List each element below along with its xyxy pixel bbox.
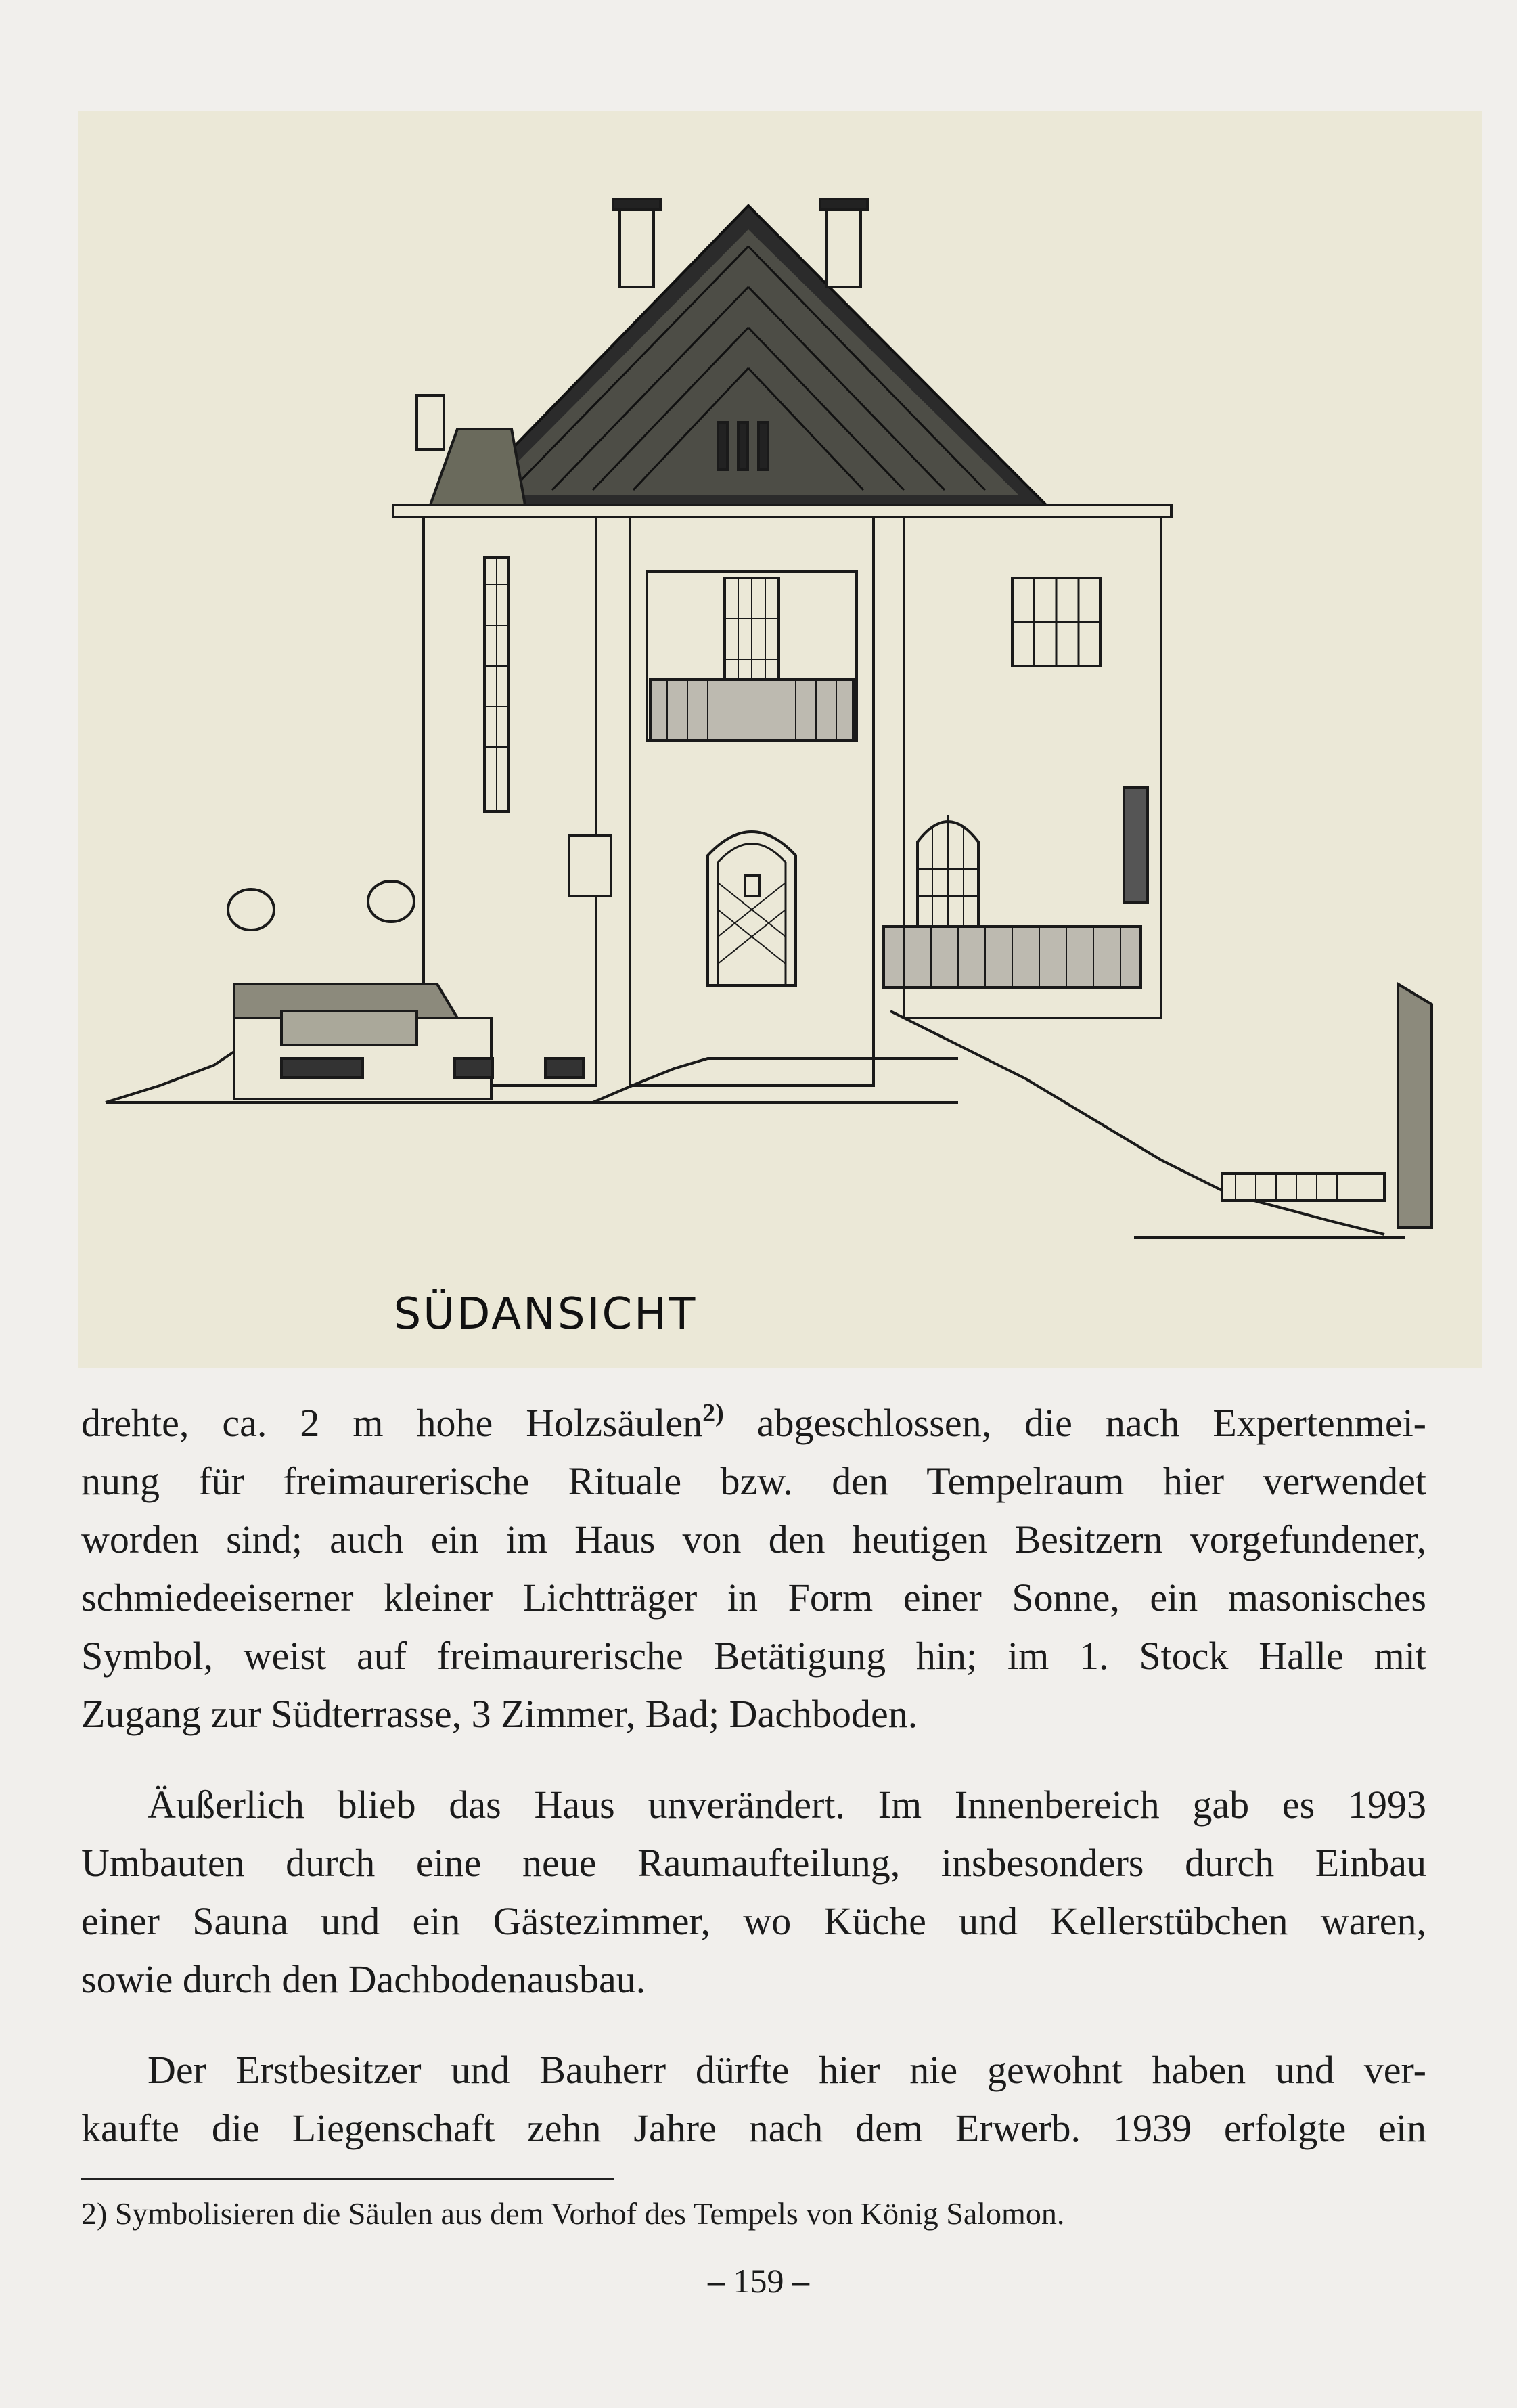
text-line: Der Erstbesitzer und Bauherr dürfte hier nie gewohnt haben und ver- [148, 2048, 1426, 2092]
footnote: 2) Symbolisieren die Säulen aus dem Vorhof des Tempels von König Salomon. [81, 2196, 1065, 2231]
house-elevation-illustration [78, 111, 1482, 1368]
text-line: einer Sauna und ein Gästezimmer, wo Küche und Kellerstübchen waren, [81, 1899, 1426, 1943]
text-line: worden sind; auch ein im Haus von den heutigen Besitzern vorgefundener, [81, 1517, 1426, 1561]
text-line: schmiedeeiserner kleiner Lichtträger in Form einer Sonne, ein masonisches [81, 1576, 1426, 1620]
body-text [81, 1394, 1426, 2158]
text-line: Äußerlich blieb das Haus unverändert. Im Innenbereich gab es 1993 [148, 1783, 1426, 1827]
page-number: – 159 – [708, 2262, 809, 2300]
figure-caption: SÜDANSICHT [393, 1289, 698, 1339]
text-line: drehte, ca. 2 m hohe Holzsäulen$^{2)}$ abgeschlossen, die nach Expertenmei- [81, 1399, 1426, 1445]
text-line: Umbauten durch eine neue Raumaufteilung, insbesonders durch Einbau [81, 1841, 1426, 1885]
architectural-drawing [78, 111, 1482, 1368]
text-line: Symbol, weist auf freimaurerische Betätigung hin; im 1. Stock Halle mit [81, 1634, 1426, 1678]
text-line: kaufte die Liegenschaft zehn Jahre nach dem Erwerb. 1939 erfolgte ein [81, 2106, 1426, 2150]
footnote-reference: 2) [702, 1399, 724, 1427]
footnote-divider [81, 2178, 614, 2180]
text-line: Zugang zur Südterrasse, 3 Zimmer, Bad; Dachboden. [81, 1692, 918, 1736]
text-line: sowie durch den Dachbodenausbau. [81, 1957, 646, 2001]
text-line: nung für freimaurerische Rituale bzw. den Tempelraum hier verwendet [81, 1459, 1426, 1503]
